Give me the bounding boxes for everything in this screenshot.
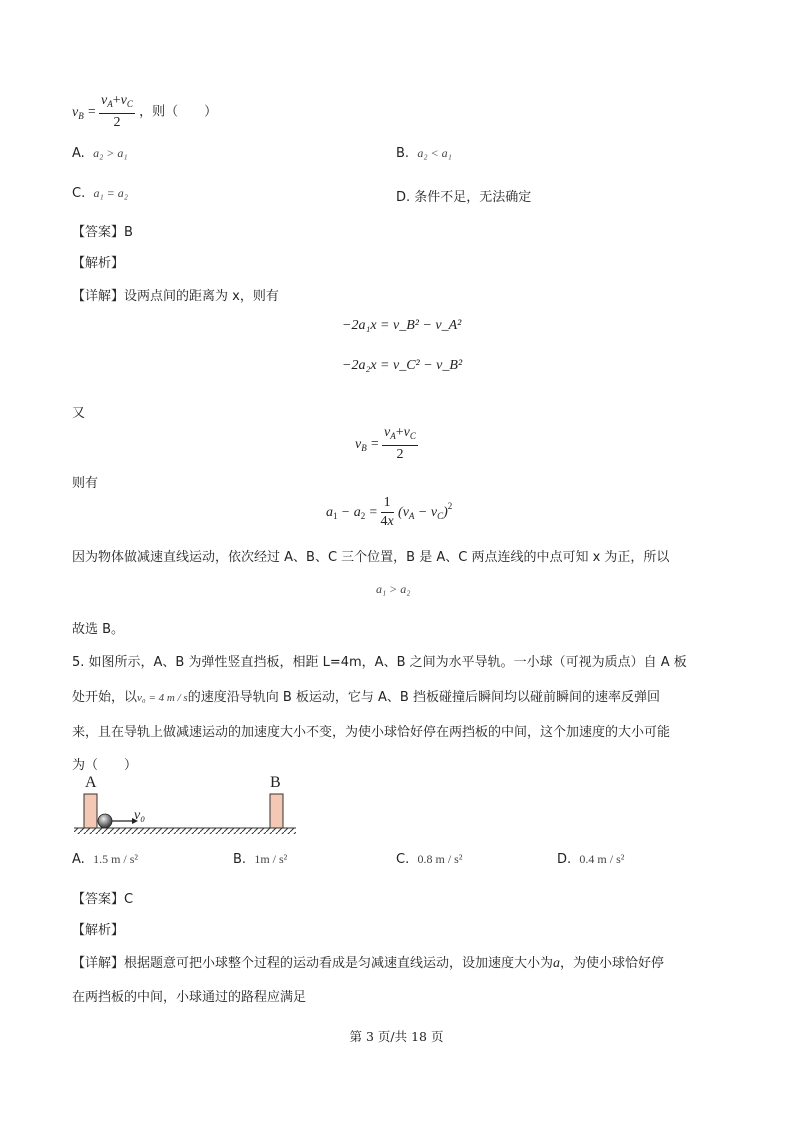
q5-option-d: D. 0.4 m / s² [557,852,625,867]
vb-fraction: $\frac{v_A+v_C}{2}$ [101,93,133,130]
q4-analysis-tag: 【解析】 [72,256,125,271]
q5-line4: 为（ ） [72,758,138,773]
q4-answer: 【答案】B [72,225,133,240]
q5-option-a: A. 1.5 m / s² [72,852,138,867]
top-formula-line: $v_B$ = $\frac{v_A+v_C}{2}$ ，则（ ） [72,93,218,130]
q5-detail-line2: 在两挡板的中间，小球通过的路程应满足 [72,990,307,1005]
ball [98,814,112,828]
q5-option-b: B. 1m / s² [233,852,288,867]
equation-2: −2a₂x = v_C² − v_B² [342,358,463,373]
difference-equation: $a_1 - a_2$ = $\frac{1}{4x}$ $(v_A - v_C)^2$ [326,495,453,529]
conclusion-text: 故选 B。 [72,622,125,637]
q5-line1: 5. 如图所示，A、B 为弹性竖直挡板，相距 L=4m，A、B 之间为水平导轨。一小球（可视为质点）自 A 板 [72,655,687,670]
q4-option-d: D. 条件不足，无法确定 [396,190,532,205]
then-text: 则有 [72,476,99,491]
rail-diagram [68,772,304,834]
ground-hatch [74,828,296,834]
figure-label-b: B [270,774,281,791]
plate-b [270,794,283,828]
figure-label-a: A [85,774,97,791]
vb-symbol: $v_B$ [72,104,84,121]
plate-a [84,794,97,828]
figure-label-v0: v₀ [134,808,146,823]
page-footer: 第 3 页/共 18 页 [349,1029,444,1044]
q5-line2: 处开始，以v₀ = 4 m / s的速度沿导轨向 B 板运动，它与 A、B 挡板碰撞后瞬间均以碰前瞬间的速率反弹回 [72,690,660,705]
q4-option-b: B. a₂ < a₁ [396,146,452,161]
top-formula-suffix: ，则（ ） [139,104,218,120]
result-inequality: a₁ > a₂ [376,582,411,596]
q5-answer: 【答案】C [72,892,134,907]
q4-option-a: A. a₂ > a₁ [72,146,128,161]
q4-option-c: C. a₁ = a₂ [72,186,128,201]
rail-figure [68,772,304,834]
vb-equation: $v_B$ = $\frac{v_A+v_C}{2}$ [355,425,416,462]
q5-option-c: C. 0.8 m / s² [396,852,463,867]
equation-1: −2a₁x = v_B² − v_A² [342,318,462,333]
q4-detail: 【详解】设两点间的距离为 x，则有 [72,289,279,304]
v0-inline: v₀ = 4 m / s [137,692,188,704]
q5-detail-line1: 【详解】根据题意可把小球整个过程的运动看成是匀减速直线运动，设加速度大小为a，为使小球恰好停 [72,956,665,971]
q5-line3: 来，且在导轨上做减速运动的加速度大小不变，为使小球恰好停在两挡板的中间，这个加速度的大小可能 [72,725,671,740]
also-text: 又 [72,406,86,421]
q5-analysis-tag: 【解析】 [72,923,125,938]
because-text: 因为物体做减速直线运动，依次经过 A、B、C 三个位置，B 是 A、C 两点连线的中点可知 x 为正，所以 [72,550,670,565]
